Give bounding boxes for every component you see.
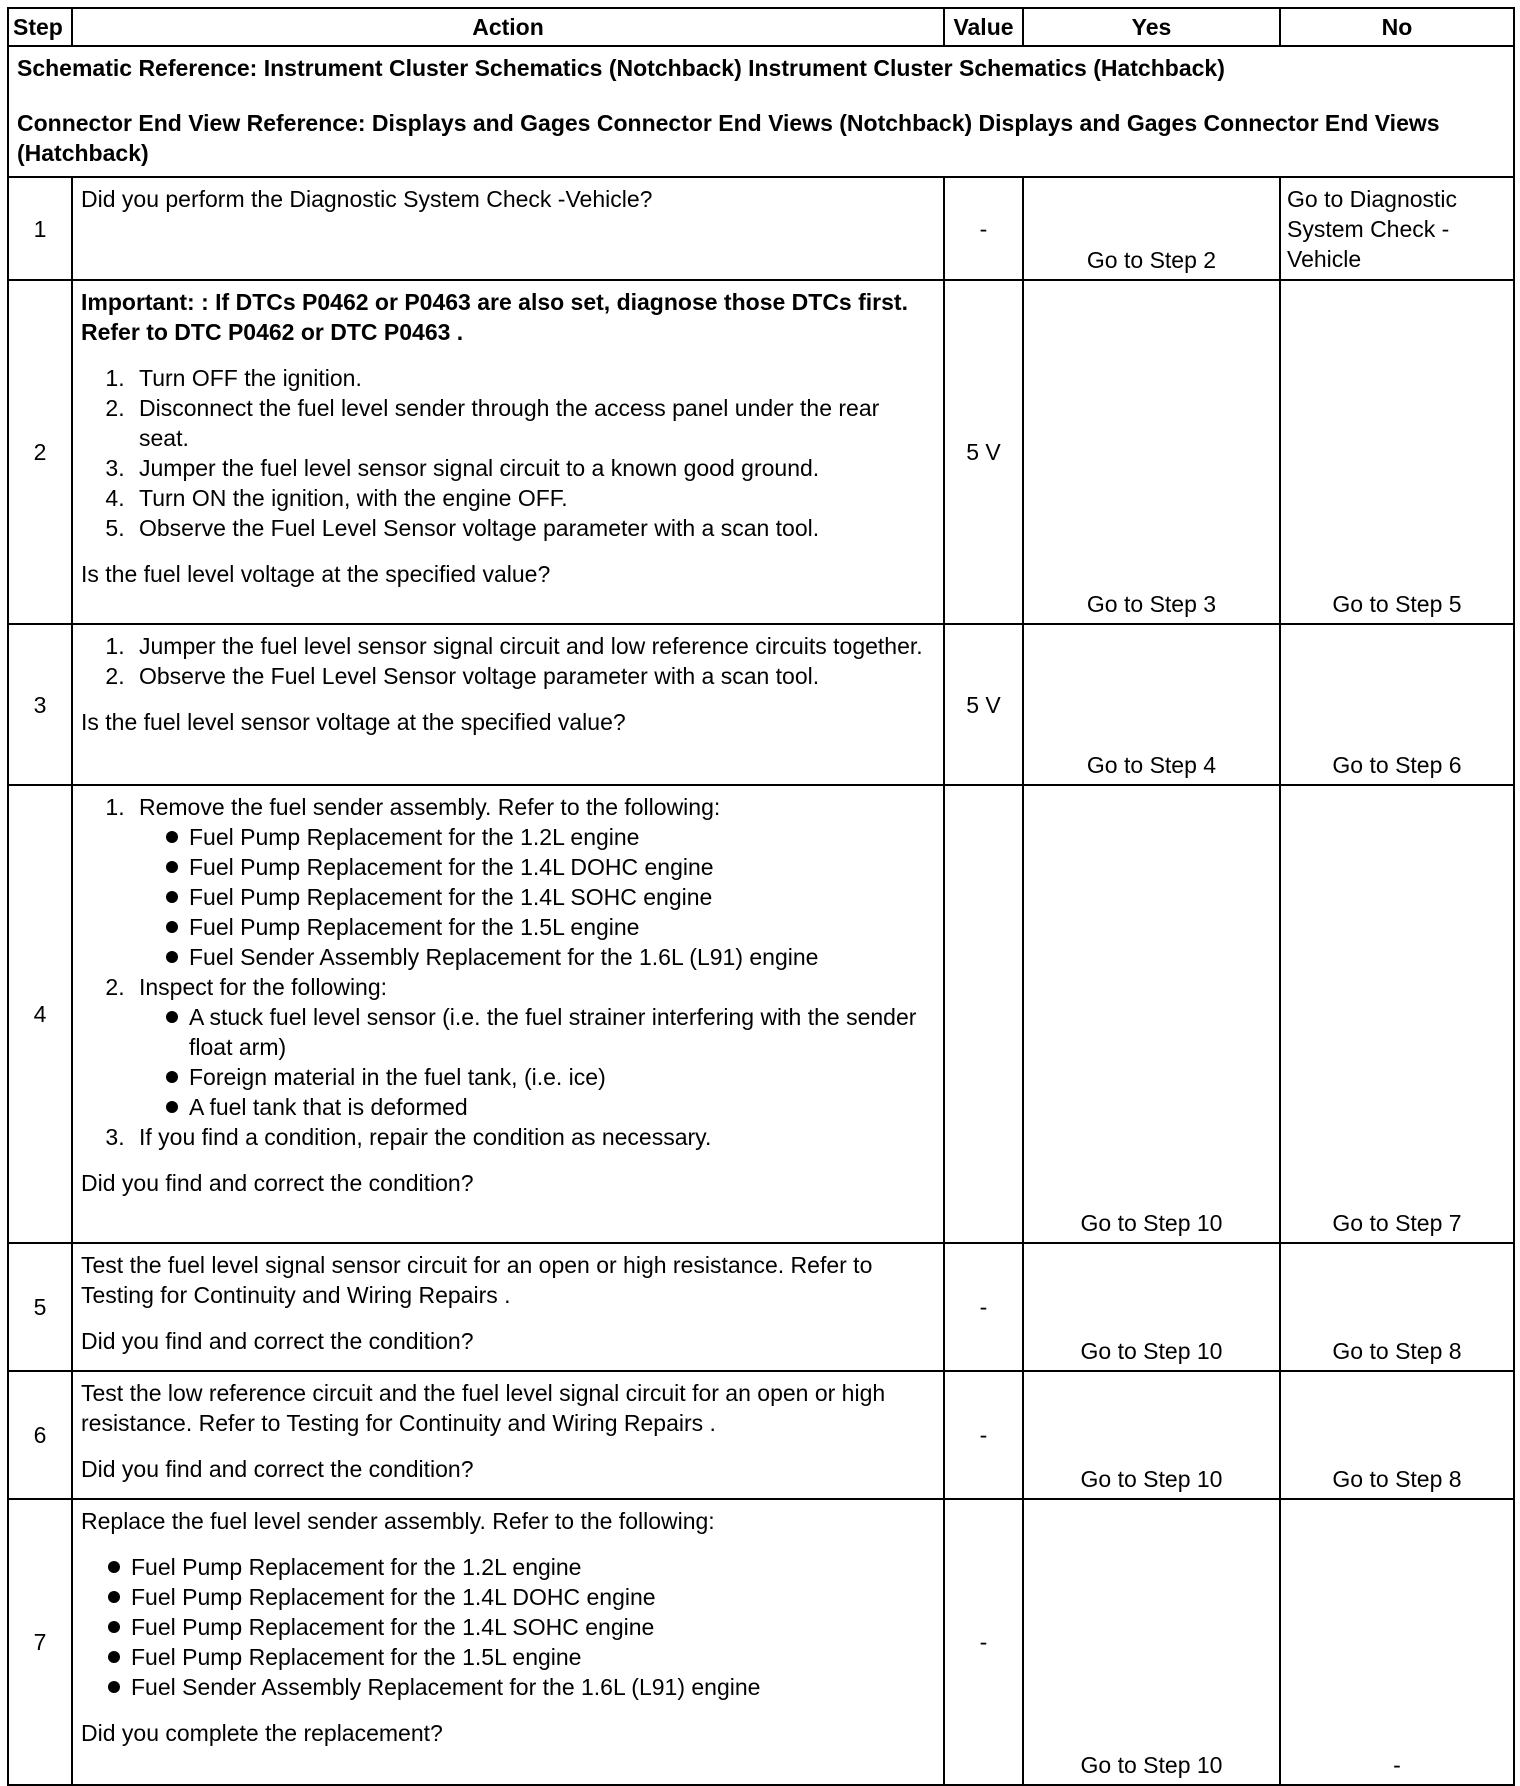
action-cell bbox=[72, 624, 944, 785]
yes-cell: Go to Step 10 bbox=[1023, 785, 1280, 1243]
yes-cell: Go to Step 4 bbox=[1023, 624, 1280, 785]
table-row-step-6 bbox=[8, 1371, 1514, 1499]
list-item: 1. Turn OFF the ignition. bbox=[131, 363, 935, 393]
bullet-item: Fuel Pump Replacement for the 1.5L engine bbox=[189, 912, 935, 942]
step-question: Is the fuel level sensor voltage at the specified value? bbox=[81, 709, 626, 735]
step-number: 2 bbox=[8, 280, 72, 624]
step-number: 1 bbox=[8, 177, 72, 280]
step-number: 6 bbox=[8, 1371, 72, 1499]
step-question: Did you complete the replacement? bbox=[81, 1720, 443, 1746]
table-row-step-3 bbox=[8, 624, 1514, 785]
bullet-item: Fuel Pump Replacement for the 1.2L engine bbox=[189, 822, 935, 852]
header-yes: Yes bbox=[1023, 8, 1280, 46]
header-row bbox=[8, 8, 1514, 46]
list-item: 3. Jumper the fuel level sensor signal circuit to a known good ground. bbox=[131, 453, 935, 483]
step-number: 7 bbox=[8, 1499, 72, 1785]
diagnostic-table-page bbox=[7, 7, 1513, 1786]
no-cell: Go to Step 5 bbox=[1280, 280, 1514, 624]
value-cell: 5 V bbox=[944, 624, 1023, 785]
bullet-item: Fuel Pump Replacement for the 1.2L engine bbox=[131, 1552, 935, 1582]
step-number: 5 bbox=[8, 1243, 72, 1371]
bullet-item: Fuel Pump Replacement for the 1.4L SOHC engine bbox=[189, 882, 935, 912]
no-cell: Go to Step 8 bbox=[1280, 1243, 1514, 1371]
list-item: 1. Jumper the fuel level sensor signal circuit and low reference circuits together. bbox=[131, 631, 935, 661]
no-cell: Go to Step 7 bbox=[1280, 785, 1514, 1243]
table-row-step-5 bbox=[8, 1243, 1514, 1371]
procedure-list bbox=[81, 792, 935, 1152]
header-no: No bbox=[1280, 8, 1514, 46]
bullet-list bbox=[139, 1002, 935, 1122]
yes-cell: Go to Step 10 bbox=[1023, 1499, 1280, 1785]
procedure-list bbox=[81, 363, 935, 543]
value-cell: - bbox=[944, 1371, 1023, 1499]
bullet-item: Fuel Pump Replacement for the 1.5L engine bbox=[131, 1642, 935, 1672]
list-item: 4. Turn ON the ignition, with the engine OFF. bbox=[131, 483, 935, 513]
step-instruction: Test the fuel level signal sensor circuit for an open or high resistance. Refer to Testing for Continuity and Wiring Repairs . bbox=[81, 1252, 873, 1308]
value-cell bbox=[944, 785, 1023, 1243]
list-item: 2. Observe the Fuel Level Sensor voltage parameter with a scan tool. bbox=[131, 661, 935, 691]
diagnostic-table bbox=[7, 7, 1515, 1786]
table-row-step-4 bbox=[8, 785, 1514, 1243]
step-question: Did you find and correct the condition? bbox=[81, 1328, 474, 1354]
list-item: 5. Observe the Fuel Level Sensor voltage parameter with a scan tool. bbox=[131, 513, 935, 543]
bullet-list bbox=[81, 1552, 935, 1702]
no-cell: Go to Step 8 bbox=[1280, 1371, 1514, 1499]
bullet-item: Fuel Pump Replacement for the 1.4L DOHC engine bbox=[189, 852, 935, 882]
header-step: Step bbox=[8, 8, 72, 46]
reference-row bbox=[8, 46, 1514, 177]
table-row-step-2 bbox=[8, 280, 1514, 624]
step-instruction: Replace the fuel level sender assembly. Refer to the following: bbox=[81, 1508, 715, 1534]
list-item: 2. Disconnect the fuel level sender through the access panel under the rear seat. bbox=[131, 393, 935, 453]
value-cell: - bbox=[944, 177, 1023, 280]
list-item bbox=[131, 792, 935, 972]
bullet-item: Fuel Sender Assembly Replacement for the 1.6L (L91) engine bbox=[189, 942, 935, 972]
action-cell bbox=[72, 280, 944, 624]
value-cell: - bbox=[944, 1243, 1023, 1371]
table-row-step-7 bbox=[8, 1499, 1514, 1785]
no-cell: Go to Step 6 bbox=[1280, 624, 1514, 785]
yes-cell: Go to Step 10 bbox=[1023, 1371, 1280, 1499]
header-action: Action bbox=[72, 8, 944, 46]
no-cell: Go to Diagnostic System Check - Vehicle bbox=[1280, 177, 1514, 280]
action-cell bbox=[72, 1243, 944, 1371]
procedure-list bbox=[81, 631, 935, 691]
action-cell bbox=[72, 177, 944, 280]
action-cell bbox=[72, 1499, 944, 1785]
yes-cell: Go to Step 2 bbox=[1023, 177, 1280, 280]
action-cell bbox=[72, 1371, 944, 1499]
bullet-list bbox=[139, 822, 935, 972]
connector-reference: Connector End View Reference: Displays and Gages Connector End Views (Notchback) Displays and Gages Connector End Views (Hatchback) bbox=[17, 110, 1440, 166]
header-value: Value bbox=[944, 8, 1023, 46]
step-instruction: Test the low reference circuit and the fuel level signal circuit for an open or high resistance. Refer to Testing for Continuity and Wiring Repairs . bbox=[81, 1380, 886, 1436]
step-question: Did you perform the Diagnostic System Check -Vehicle? bbox=[81, 186, 653, 212]
step-question: Is the fuel level voltage at the specified value? bbox=[81, 561, 551, 587]
value-cell: 5 V bbox=[944, 280, 1023, 624]
list-item-text: Inspect for the following: bbox=[139, 974, 388, 1000]
bullet-item: A stuck fuel level sensor (i.e. the fuel strainer interfering with the sender float arm) bbox=[189, 1002, 935, 1062]
step-number: 3 bbox=[8, 624, 72, 785]
schematic-reference: Schematic Reference: Instrument Cluster Schematics (Notchback) Instrument Cluster Schematics (Hatchback) bbox=[17, 55, 1225, 81]
yes-cell: Go to Step 3 bbox=[1023, 280, 1280, 624]
value-cell: - bbox=[944, 1499, 1023, 1785]
step-number: 4 bbox=[8, 785, 72, 1243]
bullet-item: Fuel Sender Assembly Replacement for the 1.6L (L91) engine bbox=[131, 1672, 935, 1702]
action-cell bbox=[72, 785, 944, 1243]
list-item: 3. If you find a condition, repair the condition as necessary. bbox=[131, 1122, 935, 1152]
table-row-step-1 bbox=[8, 177, 1514, 280]
yes-cell: Go to Step 10 bbox=[1023, 1243, 1280, 1371]
step-question: Did you find and correct the condition? bbox=[81, 1456, 474, 1482]
bullet-item: A fuel tank that is deformed bbox=[189, 1092, 935, 1122]
important-note: Important: : If DTCs P0462 or P0463 are also set, diagnose those DTCs first. Refer to DTC P0462 or DTC P0463 . bbox=[81, 289, 908, 345]
bullet-item: Foreign material in the fuel tank, (i.e. ice) bbox=[189, 1062, 935, 1092]
bullet-item: Fuel Pump Replacement for the 1.4L DOHC engine bbox=[131, 1582, 935, 1612]
bullet-item: Fuel Pump Replacement for the 1.4L SOHC engine bbox=[131, 1612, 935, 1642]
step-question: Did you find and correct the condition? bbox=[81, 1170, 474, 1196]
list-item bbox=[131, 972, 935, 1122]
reference-cell bbox=[8, 46, 1514, 177]
list-item-text: Remove the fuel sender assembly. Refer to the following: bbox=[139, 794, 721, 820]
no-cell: - bbox=[1280, 1499, 1514, 1785]
